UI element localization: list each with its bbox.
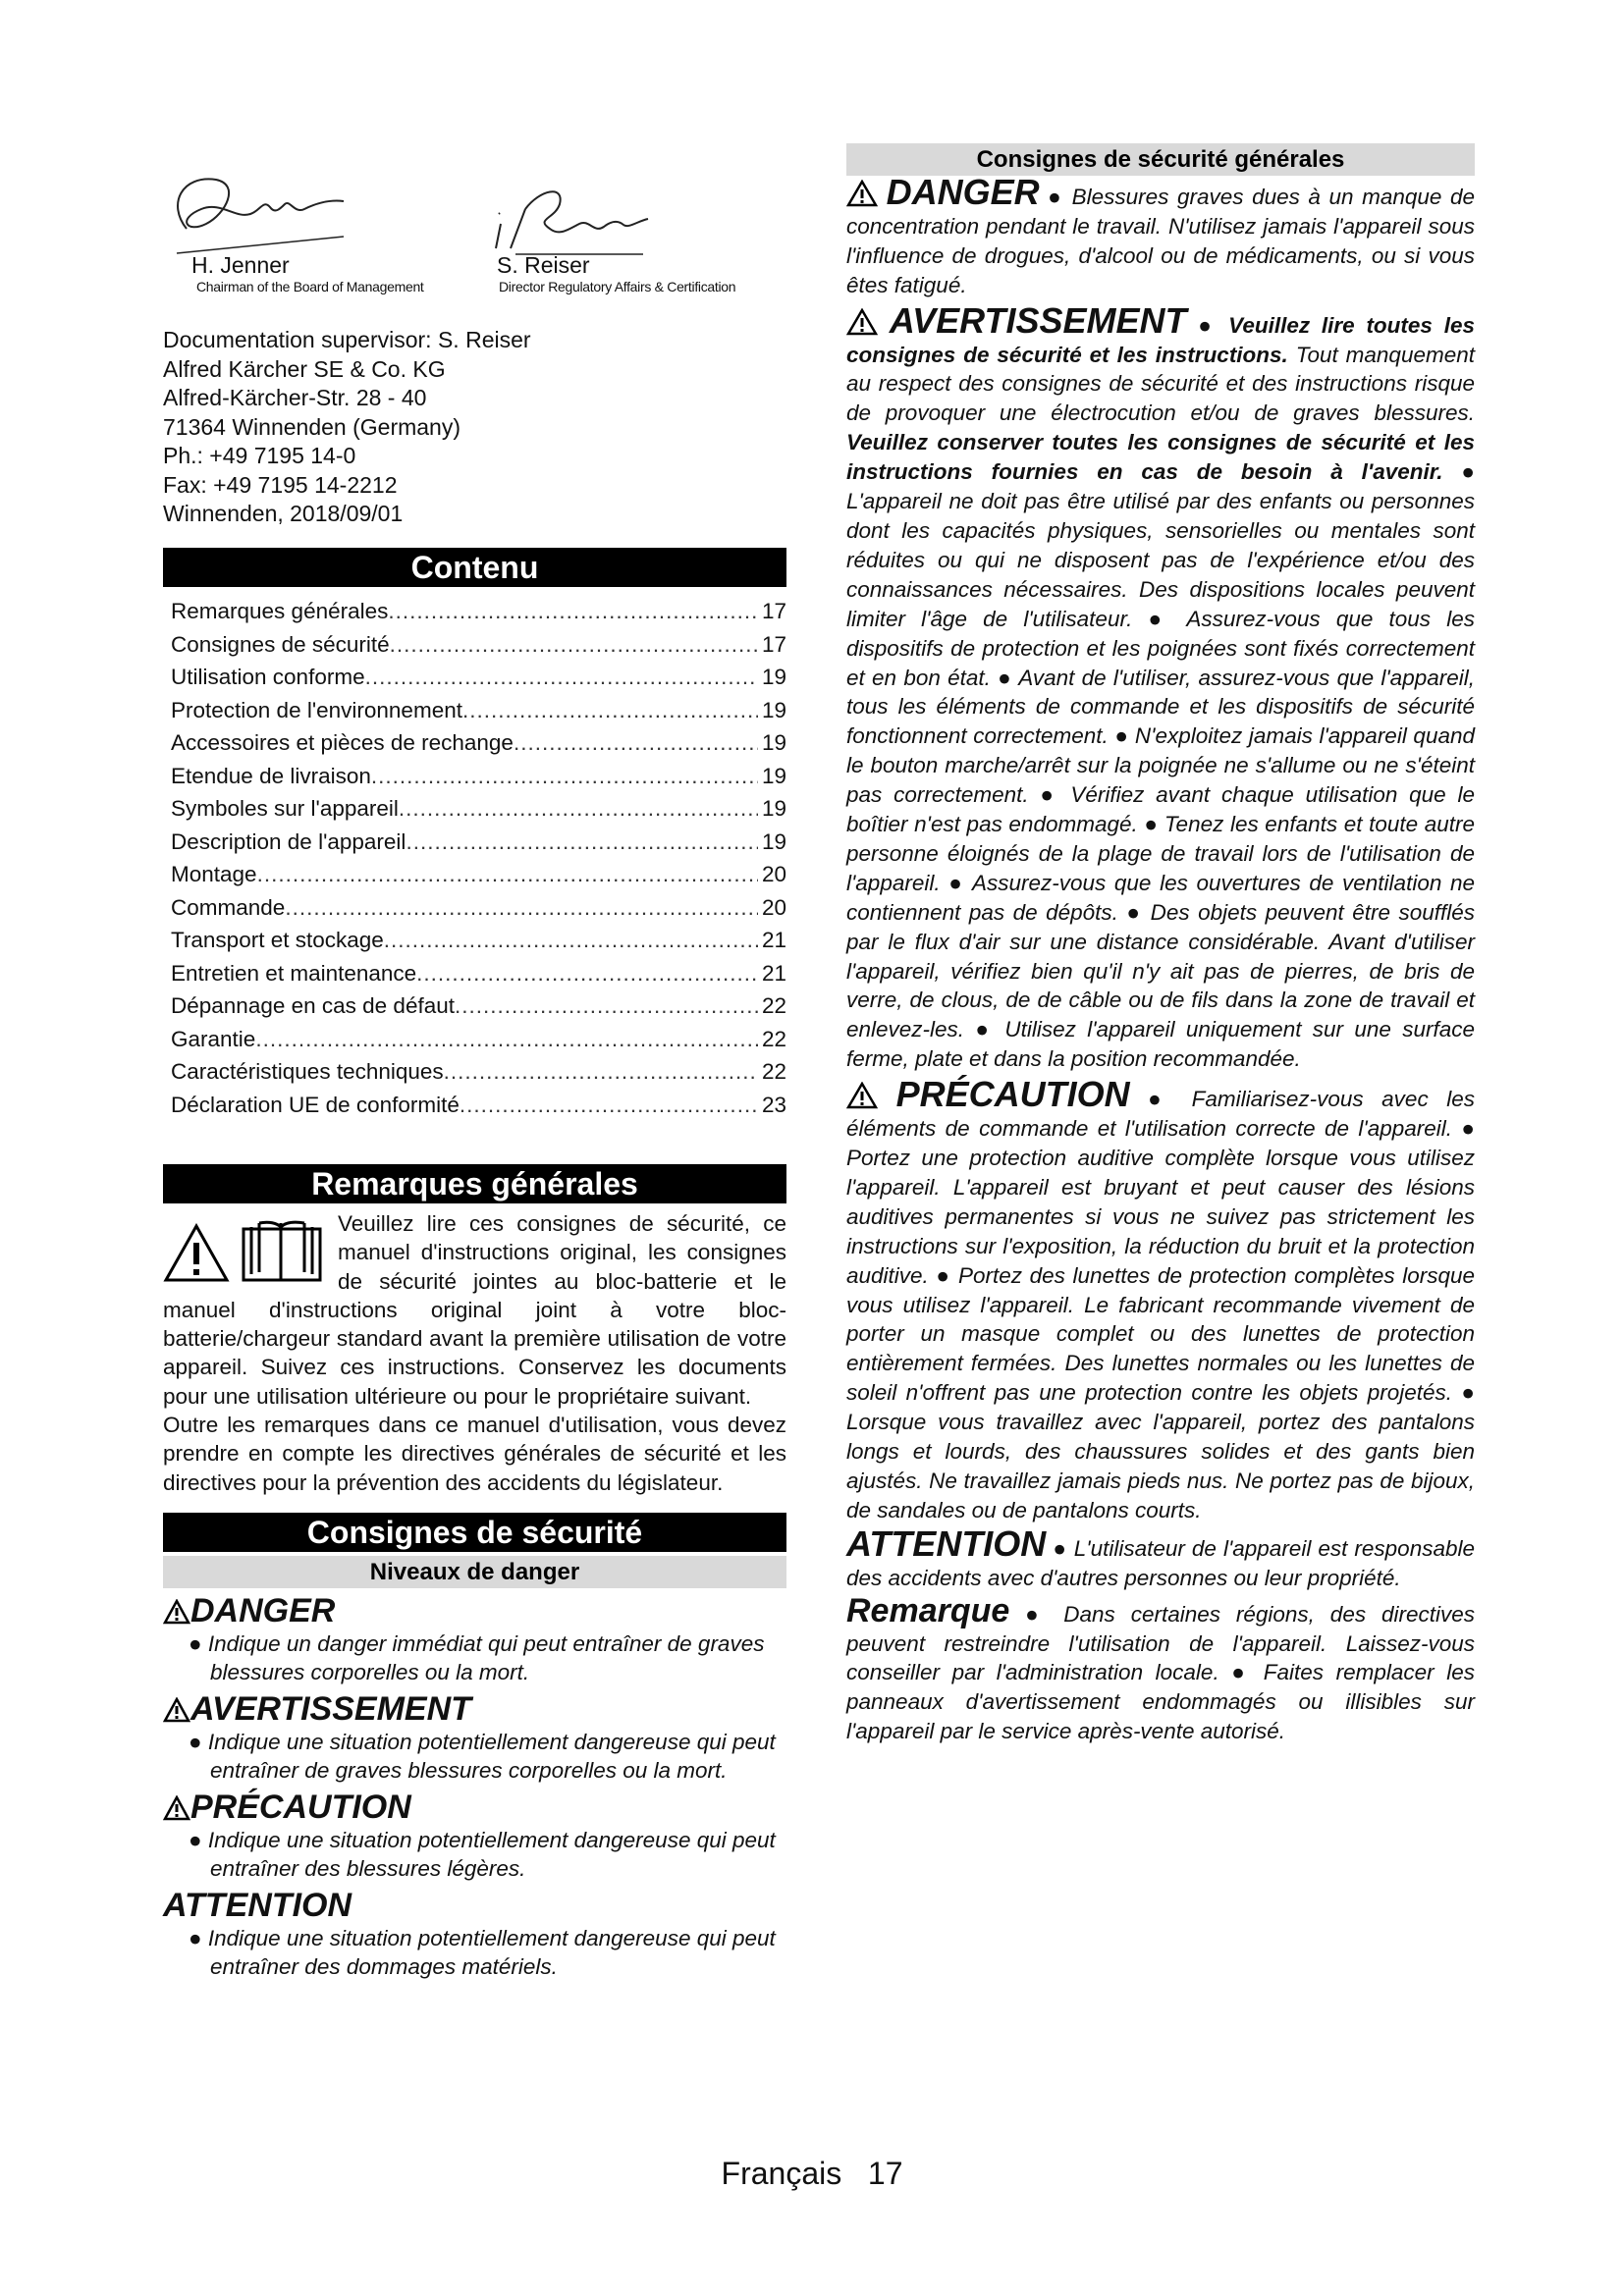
address-line: Alfred Kärcher SE & Co. KG bbox=[163, 355, 446, 382]
warning-triangle-icon bbox=[163, 1697, 190, 1723]
general-heading: Remarques générales bbox=[163, 1164, 786, 1203]
warning-heading: AVERTISSEMENT bbox=[889, 299, 1187, 341]
signature-name: S. Reiser bbox=[497, 252, 590, 278]
warning-triangle-icon bbox=[846, 180, 878, 207]
danger-text: Blessures graves dues à un manque de concentration pendant le travail. N'utilisez jamais l'appareil sous l'influence de drogues, d'alcool ou de médicaments, ou si vous êtes fatigué. bbox=[846, 185, 1475, 297]
read-manual-icons bbox=[163, 1209, 338, 1292]
note-block: Remarque ● Dans certaines régions, des directives peuvent restreindre l'utilisation de l'appareil. Laissez-vous conseiller par l'administration locale. ● Faites remplacer les panneaux d'avertissement endommagés ou illisibles sur l'appareil par le service après-vente autorisé. bbox=[846, 1591, 1475, 1744]
toc-item[interactable]: Garantie ..... 22 bbox=[171, 1023, 786, 1056]
danger-block: DANGER ● Blessures graves dues à un manque de concentration pendant le travail. N'utilisez jamais l'appareil sous l'influence de drogues, d'alcool ou de médicaments, ou si vous êtes fatigué. bbox=[846, 172, 1475, 297]
caution-text: Familiarisez-vous avec les éléments de commande et l'utilisation correcte de l'appareil. ● Portez une protection auditive complète lorsque vous utilisez l'appareil. L'appareil est bruyant et peut causer des lésions auditives permanentes si vous ne suivez pas strictement les instructions sur l'exposition, la réduction du bruit et la protection auditive. ● Portez des lunettes de protection complètes lorsque vous utilisez l'appareil. Le fabricant recommande vivement de porter un masque complet ou des lunettes de protection entièrement fermées. Des lunettes normales ou les lunettes de soleil n'offrent pas une protection contre les objets projetés. ● Lorsque vous travaillez avec l'appareil, portez des pantalons longs et lourds, des chaussures solides et des gants bien ajustés. Ne travaillez jamais pieds nus. Ne portez pas de bijoux, de sandales ou de pantalons courts. bbox=[846, 1087, 1476, 1522]
toc-item[interactable]: Montage ..... 20 bbox=[171, 858, 786, 891]
general-para2: Outre les remarques dans ce manuel d'utilisation, vous devez prendre en compte les directives générales de sécurité et les directives pour la prévention des accidents du législateur. bbox=[163, 1413, 786, 1495]
warning-triangle-icon bbox=[846, 1082, 878, 1109]
toc-item[interactable]: Caractéristiques techniques ..... 22 bbox=[171, 1055, 786, 1089]
level-warning-title: AVERTISSEMENT bbox=[163, 1690, 786, 1728]
general-safety-heading: Consignes de sécurité générales bbox=[846, 143, 1475, 176]
warning-bold-1: Veuillez lire toutes les consignes de sécurité et les instructions. bbox=[846, 312, 1475, 367]
table-of-contents bbox=[163, 595, 786, 1121]
attention-text: L'utilisateur de l'appareil est responsable des accidents avec d'autres personnes ou leur propriété. bbox=[846, 1535, 1475, 1590]
toc-item[interactable]: Consignes de sécurité ..... 17 bbox=[171, 628, 786, 662]
warning-triangle-icon bbox=[846, 308, 878, 336]
caution-heading: PRÉCAUTION bbox=[895, 1074, 1130, 1115]
level-warning-text: ● Indique une situation potentiellement dangereuse qui peut entraîner de graves blessures corporelles ou la mort. bbox=[189, 1729, 776, 1783]
warning-text-2: L'appareil ne doit pas être utilisé par des enfants ou personnes dont les capacités physiques, sensorielles ou mentales sont réduites ou qui ne disposent pas de l'expérience et/ou des connaissances nécessaires. Des dispositions locales peuvent limiter l'âge de l'utilisateur. ● Assurez-vous que tous les dispositifs de protection et les poignées sont fixés correctement et en bon état. ● Avant de l'utiliser, assurez-vous que l'appareil, tous les éléments de commande et les dispositifs de sécurité fonctionnent correctement. ● N'exploitez jamais l'appareil quand le bouton marche/arrêt sur la poignée ne s'allume ou ne s'éteint pas correctement. ● Vérifiez avant chaque utilisation que le boîtier n'est pas endommagé. ● Tenez les enfants et toute autre personne éloignés de la plage de travail lors de l'utilisation de l'appareil. ● Assurez-vous que les ouvertures de ventilation ne contiennent pas de dépôts. ● Des objets peuvent être soufflés par le flux d'air sur une distance considérable. Avant d'utiliser l'appareil, vérifiez bien qu'il n'y ait pas de pierres, de bris de verre, de clous, de de câble ou de fils dans la zone de travail et enlevez-les. ● Utilisez l'appareil uniquement sur une surface ferme, plate et dans la position recommandée. bbox=[846, 489, 1475, 1072]
address-line: Fax: +49 7195 14-2212 bbox=[163, 471, 398, 498]
manual-book-icon bbox=[240, 1215, 324, 1284]
warning-triangle-icon bbox=[163, 1599, 190, 1625]
signature-name: H. Jenner bbox=[191, 252, 290, 278]
left-column bbox=[163, 548, 786, 1981]
warning-triangle-icon bbox=[163, 1795, 190, 1821]
address-line: Alfred-Kärcher-Str. 28 - 40 bbox=[163, 385, 427, 410]
signature-jenner-image bbox=[147, 160, 373, 258]
address-line: 71364 Winnenden (Germany) bbox=[163, 413, 460, 440]
signature-title: Director Regulatory Affairs & Certification bbox=[499, 279, 736, 294]
warning-triangle-icon bbox=[163, 1223, 230, 1284]
toc-item[interactable]: Remarques générales ..... 17 bbox=[171, 595, 786, 628]
page-number: 17 bbox=[867, 2156, 903, 2191]
level-danger-title: DANGER bbox=[163, 1592, 786, 1629]
address-line: Ph.: +49 7195 14-0 bbox=[163, 443, 356, 468]
toc-item[interactable]: Accessoires et pièces de rechange ..... 19 bbox=[171, 726, 786, 760]
footer-language: Français bbox=[721, 2156, 842, 2191]
address-line: Documentation supervisor: S. Reiser bbox=[163, 327, 531, 352]
warning-bold-2: Veuillez conserver toutes les consignes de sécurité et les instructions fournies en cas de besoin à l'avenir. bbox=[846, 430, 1475, 485]
page-footer bbox=[0, 2156, 1624, 2192]
address-line: Winnenden, 2018/09/01 bbox=[163, 501, 404, 526]
signature-reiser-image bbox=[481, 160, 677, 258]
danger-levels-heading: Niveaux de danger bbox=[163, 1556, 786, 1588]
toc-item[interactable]: Déclaration UE de conformité ..... 23 bbox=[171, 1089, 786, 1122]
toc-item[interactable]: Symboles sur l'appareil ..... 19 bbox=[171, 792, 786, 826]
toc-item[interactable]: Transport et stockage ..... 21 bbox=[171, 924, 786, 957]
general-intro-text: Veuillez lire ces consignes de sécurité, ce manuel d'instructions original, les consignes de sécurité jointes au bloc-batterie et le manuel d'instructions original joint à votre bloc-batterie/chargeur standard avant la première utilisation de votre appareil. Suivez ces instructions. Conservez les documents pour une utilisation ultérieure ou pour le propriétaire suivant. bbox=[163, 1211, 786, 1409]
right-column bbox=[846, 143, 1475, 1746]
note-text: Dans certaines régions, des directives peuvent restreindre l'utilisation de l'appareil. Laissez-vous conseiller par l'administration locale. ● Faites remplacer les panneaux d'avertissement endommagés ou illisibles sur l'appareil par le service après-vente autorisé. bbox=[846, 1601, 1475, 1744]
contents-heading: Contenu bbox=[163, 548, 786, 587]
address-block bbox=[163, 326, 531, 529]
attention-block: ATTENTION ● L'utilisateur de l'appareil est responsable des accidents avec d'autres personnes ou leur propriété. bbox=[846, 1522, 1475, 1590]
note-heading: Remarque bbox=[846, 1591, 1010, 1629]
warning-text-1: Tout manquement au respect des consignes de sécurité et des instructions risque de provoquer une électrocution et/ou de graves blessures. bbox=[846, 342, 1475, 426]
level-caution-title: PRÉCAUTION bbox=[163, 1789, 786, 1826]
level-caution-text: ● Indique une situation potentiellement dangereuse qui peut entraîner des blessures légères. bbox=[189, 1827, 776, 1881]
toc-item[interactable]: Description de l'appareil ..... 19 bbox=[171, 826, 786, 859]
toc-item[interactable]: Entretien et maintenance ..... 21 bbox=[171, 957, 786, 990]
caution-block: PRÉCAUTION ● Familiarisez-vous avec les éléments de commande et l'utilisation correcte de l'appareil. ● Portez une protection auditive complète lorsque vous utilisez l'appareil. L'appareil est bruyant et peut causer des lésions auditives permanentes si vous ne suivez pas strictement les instructions sur l'exposition, la réduction du bruit et la protection auditive. ● Portez des lunettes de protection complètes lorsque vous utilisez l'appareil. Le fabricant recommande vivement de porter un masque complet ou des lunettes de protection entièrement fermées. Des lunettes normales ou les lunettes de soleil n'offrent pas une protection contre les objets projetés. ● Lorsque vous travaillez avec l'appareil, portez des pantalons longs et lourds, des chaussures solides et des gants bien ajustés. Ne travaillez jamais pieds nus. Ne portez pas de bijoux, de sandales ou de pantalons courts. bbox=[846, 1074, 1476, 1522]
toc-item[interactable]: Protection de l'environnement ..... 19 bbox=[171, 694, 786, 727]
toc-item[interactable]: Utilisation conforme ..... 19 bbox=[171, 661, 786, 694]
toc-item[interactable]: Etendue de livraison ..... 19 bbox=[171, 760, 786, 793]
attention-heading: ATTENTION bbox=[846, 1522, 1047, 1564]
level-attention-text: ● Indique une situation potentiellement dangereuse qui peut entraîner des dommages matériels. bbox=[189, 1925, 776, 1979]
toc-item[interactable]: Commande ..... 20 bbox=[171, 891, 786, 925]
general-intro-block bbox=[163, 1209, 786, 1497]
safety-heading: Consignes de sécurité bbox=[163, 1513, 786, 1552]
toc-item[interactable]: Dépannage en cas de défaut ..... 22 bbox=[171, 989, 786, 1023]
level-danger-text: ● Indique un danger immédiat qui peut entraîner de graves blessures corporelles ou la mort. bbox=[189, 1630, 765, 1684]
warning-block: AVERTISSEMENT ● Veuillez lire toutes les consignes de sécurité et les instructions. Tout manquement au respect des consignes de sécurité et des instructions risque de provoquer une électrocution et/ou de graves blessures. Veuillez conserver toutes les consignes de sécurité et les instructions fournies en cas de besoin à l'avenir. ● L'appareil ne doit pas être utilisé par des enfants ou personnes dont les capacités physiques, sensorielles ou mentales sont réduites ou qui ne disposent pas de l'expérience et/ou des connaissances nécessaires. Des dispositions locales peuvent limiter l'âge de l'utilisateur. ● Assurez-vous que tous les dispositifs de protection et les poignées sont fixés correctement et en bon état. ● Avant de l'utiliser, assurez-vous que l'appareil, tous les éléments de commande et les dispositifs de sécurité fonctionnent correctement. ● N'exploitez jamais l'appareil quand le bouton marche/arrêt sur la poignée ne s'allume ou ne s'éteint pas correctement. ● Vérifiez avant chaque utilisation que le boîtier n'est pas endommagé. ● Tenez les enfants et toute autre personne éloignés de la plage de travail lors de l'utilisation de l'appareil. ● Assurez-vous que les ouvertures de ventilation ne contiennent pas de dépôts. ● Des objets peuvent être soufflés par le flux d'air sur une distance considérable. Avant d'utiliser l'appareil, vérifiez bien qu'il n'y ait pas de pierres, de bris de verre, de clous, de de câble ou de fils dans la zone de travail et enlevez-les. ● Utilisez l'appareil uniquement sur une surface ferme, plate et dans la position recommandée. bbox=[846, 299, 1475, 1072]
level-attention-title: ATTENTION bbox=[163, 1886, 352, 1924]
signature-title: Chairman of the Board of Management bbox=[196, 279, 424, 294]
danger-heading: DANGER bbox=[886, 172, 1040, 212]
